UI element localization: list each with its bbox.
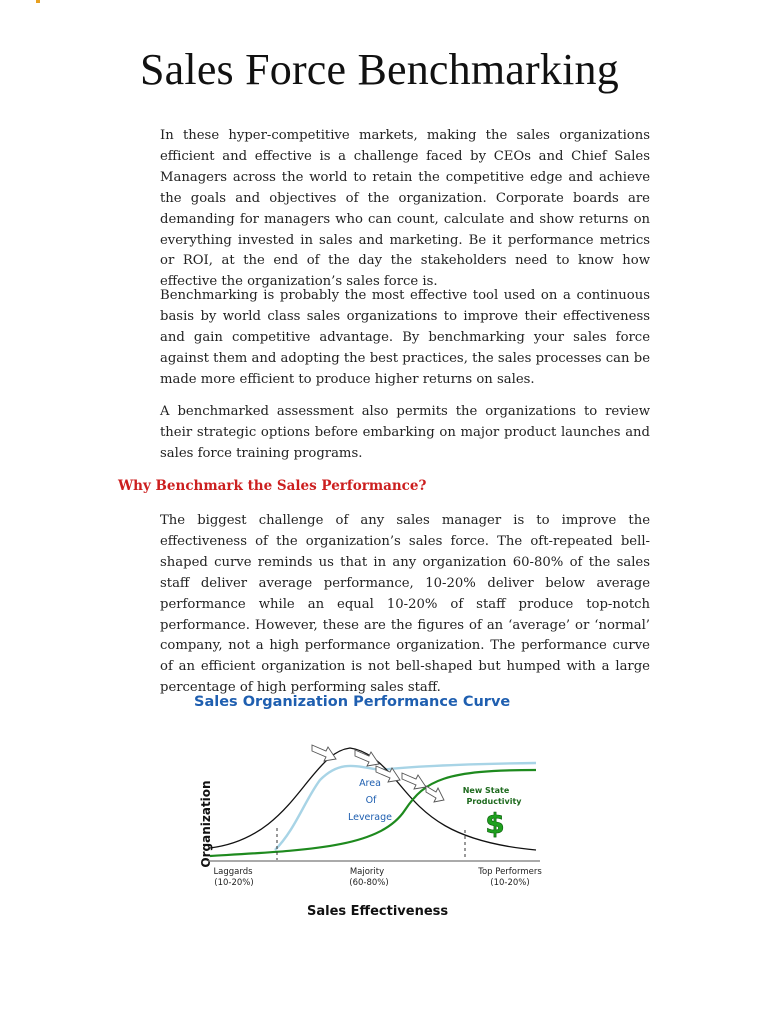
page-title: Sales Force Benchmarking (140, 45, 619, 94)
benchmarking-paragraph: Benchmarking is probably the most effective tool used on a continuous basis by world class sales organizations to improve their effectiveness and gain competitive advantage. By benchmarking your sales force against them and adopting the best practices, the sales processes can be made more efficient to produce higher returns on sales. (160, 288, 650, 387)
x-category-majority: Majority (349, 867, 385, 877)
performance-curve-svg (180, 690, 560, 900)
x-category-top-performers-range: (10-20%) (490, 878, 530, 888)
x-axis-label: Sales Effectiveness (307, 904, 449, 919)
productivity-label-line2: Productivity (466, 797, 522, 806)
assessment-paragraph: A benchmarked assessment also permits the organizations to review their strategic options before embarking on major product launches and sales force training programs. (160, 404, 650, 461)
dollar-icon: $ (485, 807, 505, 840)
intro-paragraph: In these hyper-competitive markets, making the sales organizations efficient and effective is a challenge faced by CEOs and Chief Sales Managers across the world to retain the competitive edge and achieve the goals and objectives of the organization. Corporate boards are demanding for managers who can count, calculate and show returns on everything invested in sales and marketing. Be it performance metrics or ROI, at the end of the day the stakeholders need to know how effective the organization’s sales force is. (160, 128, 650, 290)
figure-title: Sales Organization Performance Curve (194, 694, 511, 710)
x-category-majority-range: (60-80%) (349, 878, 389, 888)
section-heading: Why Benchmark the Sales Performance? (118, 478, 427, 494)
performance-curve-figure (180, 690, 560, 930)
y-axis-label: Organization (199, 780, 213, 868)
corner-mark (36, 0, 40, 3)
productivity-label-line1: New State (462, 786, 510, 795)
x-category-top-performers: Top Performers (478, 867, 542, 877)
area-label-line1: Area (359, 778, 381, 789)
area-label-line2: Of (365, 795, 377, 806)
x-category-laggards-range: (10-20%) (214, 878, 254, 888)
area-label-line3: Leverage (347, 812, 393, 823)
section-paragraph: The biggest challenge of any sales manager is to improve the effectiveness of the organization’s sales force. The oft-repeated bell-shaped curve reminds us that in any organization 60-80% of the sales staff deliver average performance, 10-20% deliver below average performance while an equal 10-20% of staff produce top-notch performance. However, these are the figures of an ‘average’ or ‘normal’ company, not a high performance organization. The performance curve of an efficient organization is not bell-shaped but humped with a large percentage of high performing sales staff. (160, 513, 650, 696)
x-category-laggards: Laggards (213, 867, 253, 877)
shift-arrows (312, 745, 444, 802)
